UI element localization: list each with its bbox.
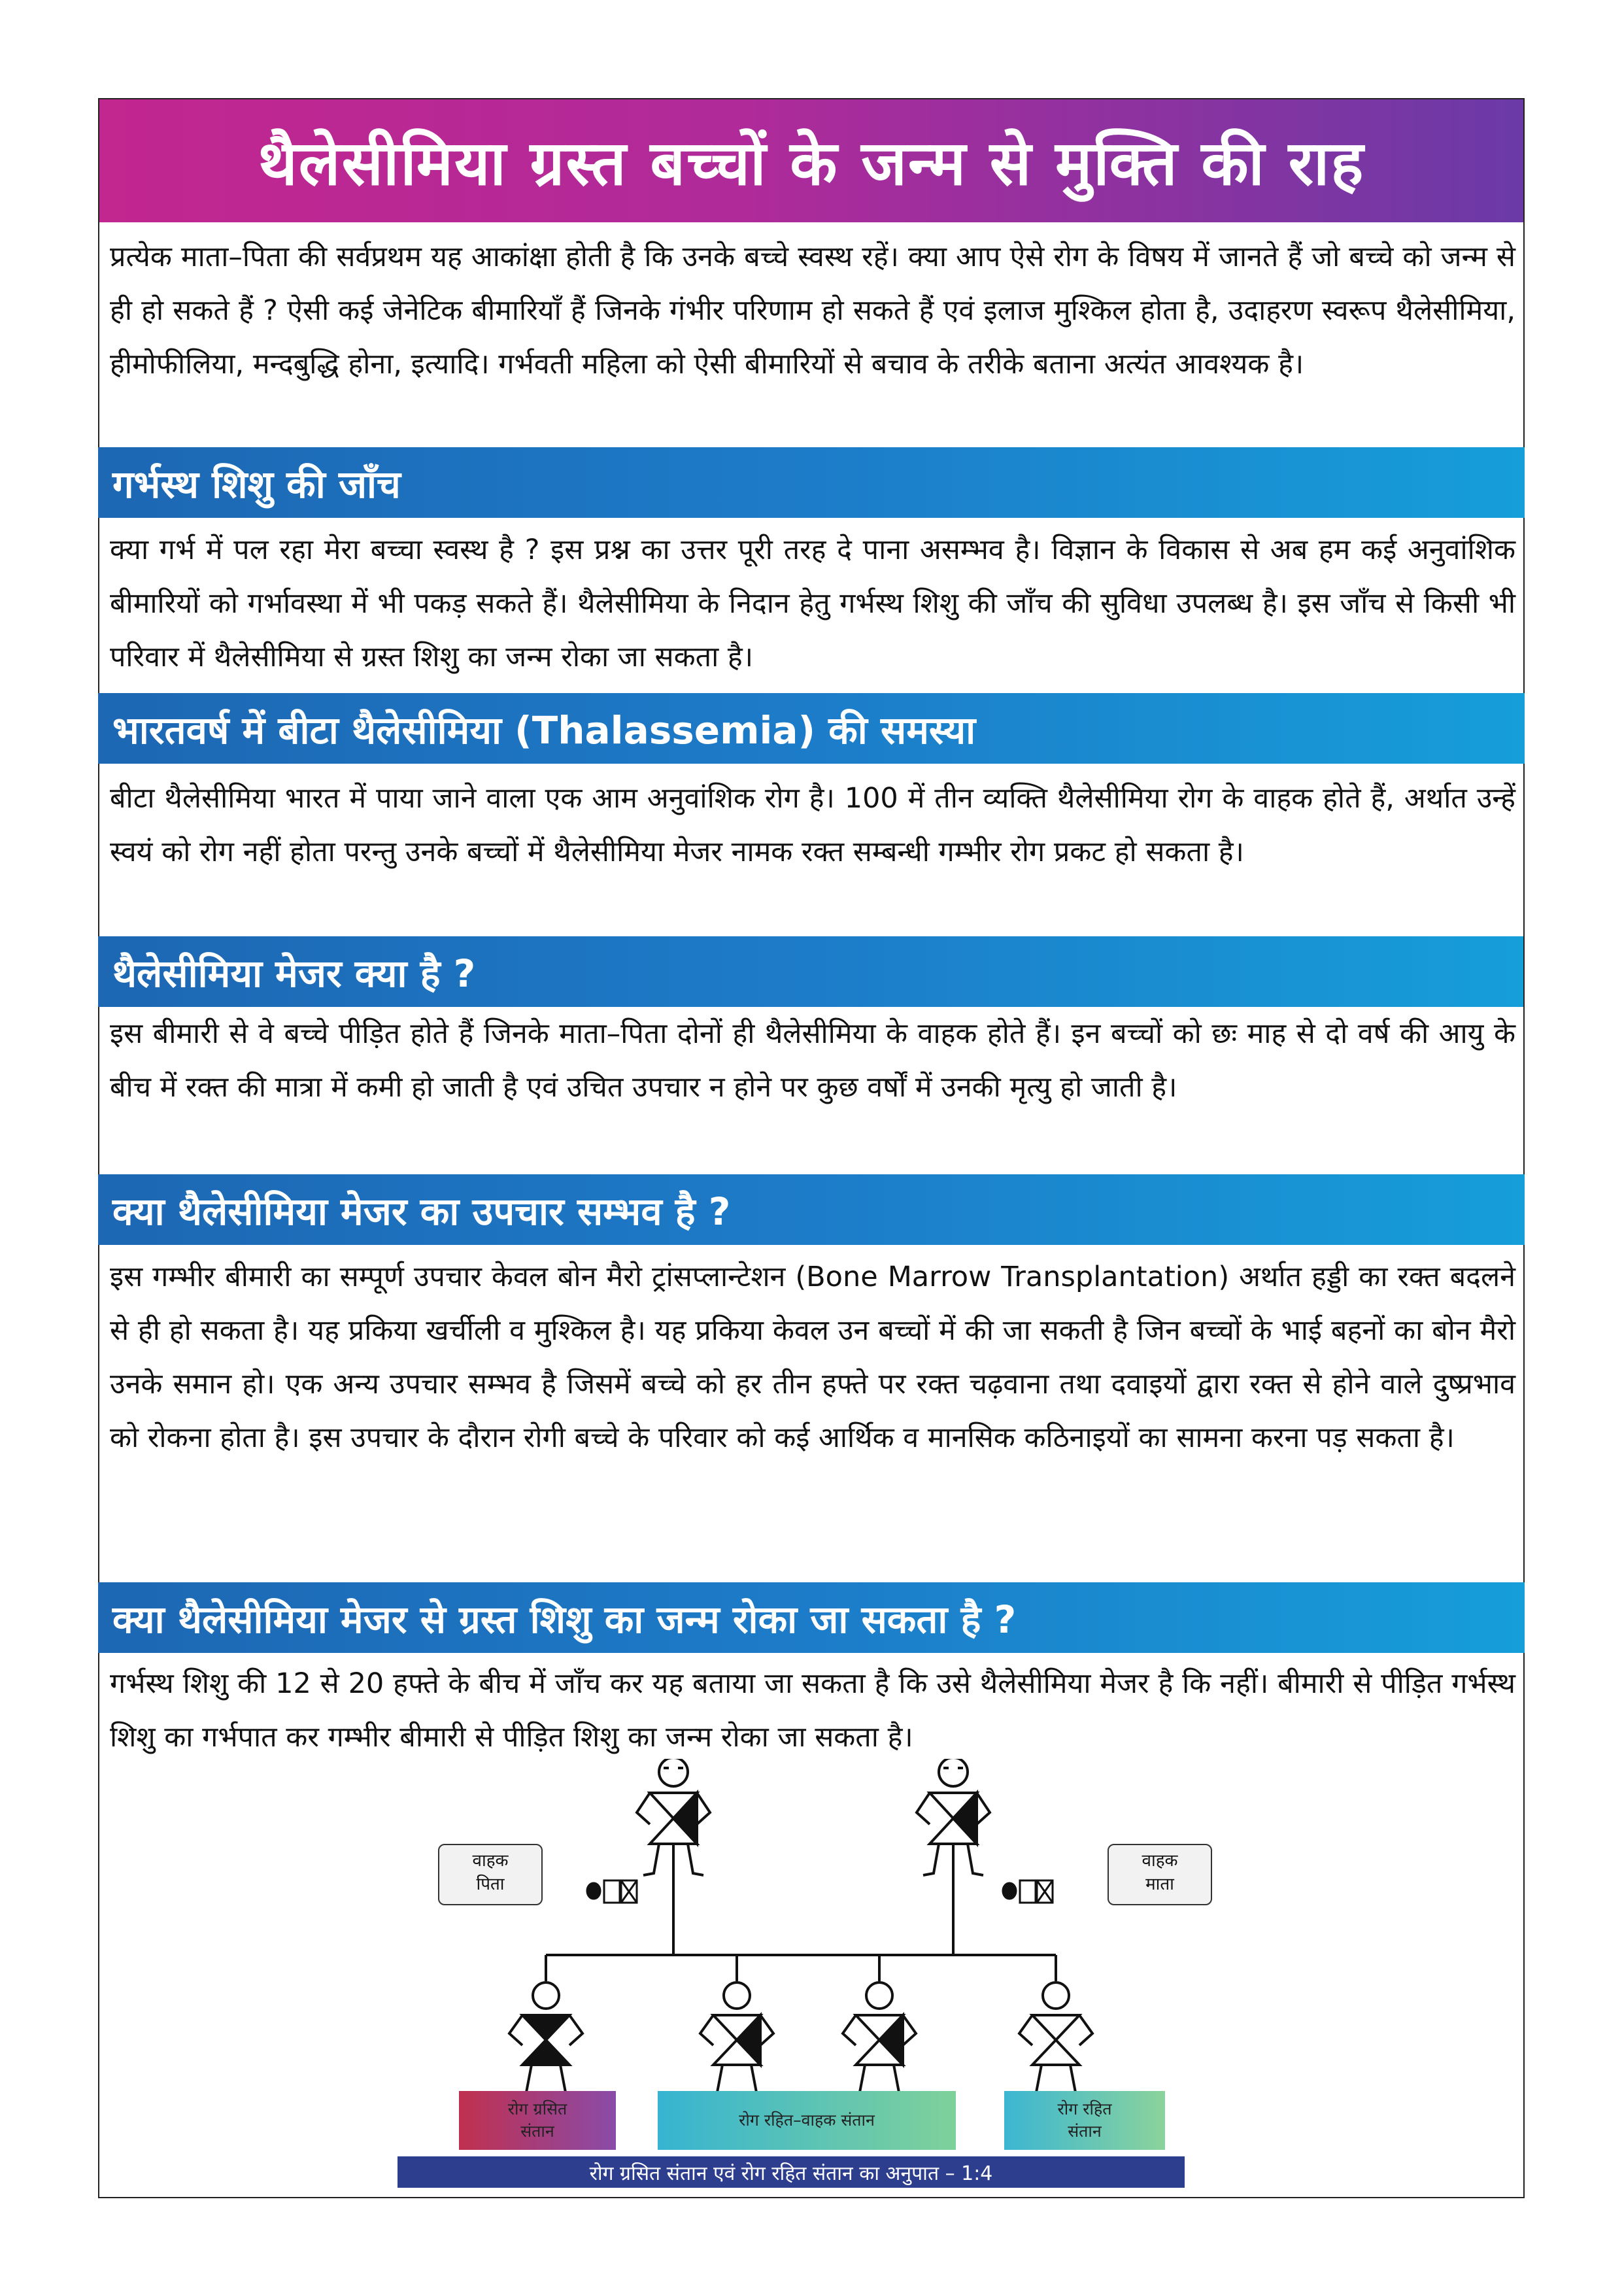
child-affected-figure [509,1982,583,2095]
pedigree-svg [386,1759,1223,2125]
father-label-line1: वाहक [472,1851,509,1871]
title-banner [99,99,1523,222]
status-normal-line1: रोग रहित [1057,2100,1112,2118]
child-carrier-figure [700,1982,773,2095]
section-heading-prevention [98,1582,1525,1653]
father-genes-icon [587,1880,637,1903]
section-heading-text: गर्भस्थ शिशु की जाँच [112,462,401,507]
status-carrier [658,2091,956,2150]
intro-paragraph: प्रत्येक माता–पिता की सर्वप्रथम यह आकांक्षा होती है कि उनके बच्चे स्वस्थ रहें। क्या आप ऐसे रोग के विषय में जानते हैं जो बच्चे को जन्म से ही हो सकते हैं ? ऐसी कई जेनेटिक बीमारियाँ हैं जिनके गंभीर परिणाम हो सकते हैं एवं इलाज मुश्किल होता है, उदाहरण स्वरूप थैलेसीमिया, हीमोफीलिया, मन्दबुद्धि होना, इत्यादि। गर्भवती महिला को ऐसी बीमारियों से बचाव के तरीके बताना अत्यंत आवश्यक है। [110,241,1515,381]
section-paragraph-fetal-test: क्या गर्भ में पल रहा मेरा बच्चा स्वस्थ है ? इस प्रश्न का उत्तर पूरी तरह दे पाना असम्भव है। विज्ञान के विकास से अब हम कई अनुवांशिक बीमारियों को गर्भावस्था में भी पकड़ सकते हैं। थैलेसीमिया के निदान हेतु गर्भस्थ शिशु की जाँच की सुविधा उपलब्ध है। इस जाँच से किसी भी परिवार में थैलेसीमिया से ग्रस्त शिशु का जन्म रोका जा सकता है। [110,534,1515,673]
section-heading-india-problem [98,693,1525,764]
section-paragraph-prevention: गर्भस्थ शिशु की 12 से 20 हफ्ते के बीच में जाँच कर यह बताया जा सकता है कि उसे थैलेसीमिया मेजर है कि नहीं। बीमारी से पीड़ित गर्भस्थ शिशु का गर्भपात कर गम्भीर बीमारी से पीड़ित शिशु का जन्म रोका जा सकता है। [110,1667,1515,1754]
section-heading-text: थैलेसीमिया मेजर क्या है ? [112,951,476,996]
status-affected-line1: रोग ग्रसित [507,2100,567,2118]
father-label-line2: पिता [476,1875,505,1894]
section-heading-text: भारतवर्ष में बीटा थैलेसीमिया (Thalassemia) की समस्या [112,707,976,753]
status-affected [459,2091,616,2150]
ratio-text: रोग ग्रसित संतान एवं रोग रहित संतान का अनुपात – 1:4 [589,2162,993,2185]
status-carrier-text: रोग रहित–वाहक संतान [739,2111,875,2130]
mother-label-line1: वाहक [1142,1851,1178,1871]
status-normal-line2: संतान [1068,2122,1102,2141]
mother-label-line2: माता [1145,1875,1174,1894]
mother-genes-icon [1003,1880,1053,1903]
child-carrier-figure-2 [843,1982,916,2095]
section-paragraph-treatment: इस गम्भीर बीमारी का सम्पूर्ण उपचार केवल बोन मैरो ट्रांसप्लान्टेशन (Bone Marrow Transplantation) अर्थात हड्डी का रक्त बदलने से ही हो सकता है। यह प्रकिया खर्चीली व मुश्किल है। यह प्रकिया केवल उन बच्चों में की जा सकती है जिन बच्चों के भाई बहनों का बोन मैरो उनके समान हो। एक अन्य उपचार सम्भव है जिसमें बच्चे को हर तीन हफ्ते पर रक्त चढ़वाना तथा दवाइयों द्वारा रक्त से होने वाले दुष्प्रभाव को रोकना होता है। इस उपचार के दौरान रोगी बच्चे के परिवार को कई आर्थिक व मानसिक कठिनाइयों का सामना करना पड़ सकता है। [110,1261,1515,1454]
status-normal [1004,2091,1165,2150]
child-normal-figure [1019,1982,1092,2095]
section-paragraph-what-is-major: इस बीमारी से वे बच्चे पीड़ित होते हैं जिनके माता–पिता दोनों ही थैलेसीमिया के वाहक होते हैं। इन बच्चों को छः माह से दो वर्ष की आयु के बीच में रक्त की मात्रा में कमी हो जाती है एवं उचित उपचार न होने पर कुछ वर्षों में उनकी मृत्यु हो जाती है। [110,1017,1515,1104]
father-label [438,1844,543,1905]
mother-label [1108,1844,1212,1905]
ratio-bar [398,2156,1185,2188]
section-heading-fetal-test [98,447,1525,518]
section-heading-text: क्या थैलेसीमिया मेजर का उपचार सम्भव है ? [112,1189,731,1234]
section-heading-treatment [98,1174,1525,1245]
section-heading-text: क्या थैलेसीमिया मेजर से ग्रस्त शिशु का जन्म रोका जा सकता है ? [112,1597,1017,1642]
section-heading-what-is-major [98,936,1523,1007]
status-affected-line2: संतान [520,2122,554,2141]
section-paragraph-india-problem: बीटा थैलेसीमिया भारत में पाया जाने वाला एक आम अनुवांशिक रोग है। 100 में तीन व्यक्ति थैलेसीमिया रोग के वाहक होते हैं, अर्थात उन्हें स्वयं को रोग नहीं होता परन्तु उनके बच्चों में थैलेसीमिया मेजर नामक रक्त सम्बन्धी गम्भीर रोग प्रकट हो सकता है। [110,782,1515,868]
page-title: थैलेसीमिया ग्रस्त बच्चों के जन्म से मुक्ति की राह [258,128,1365,199]
